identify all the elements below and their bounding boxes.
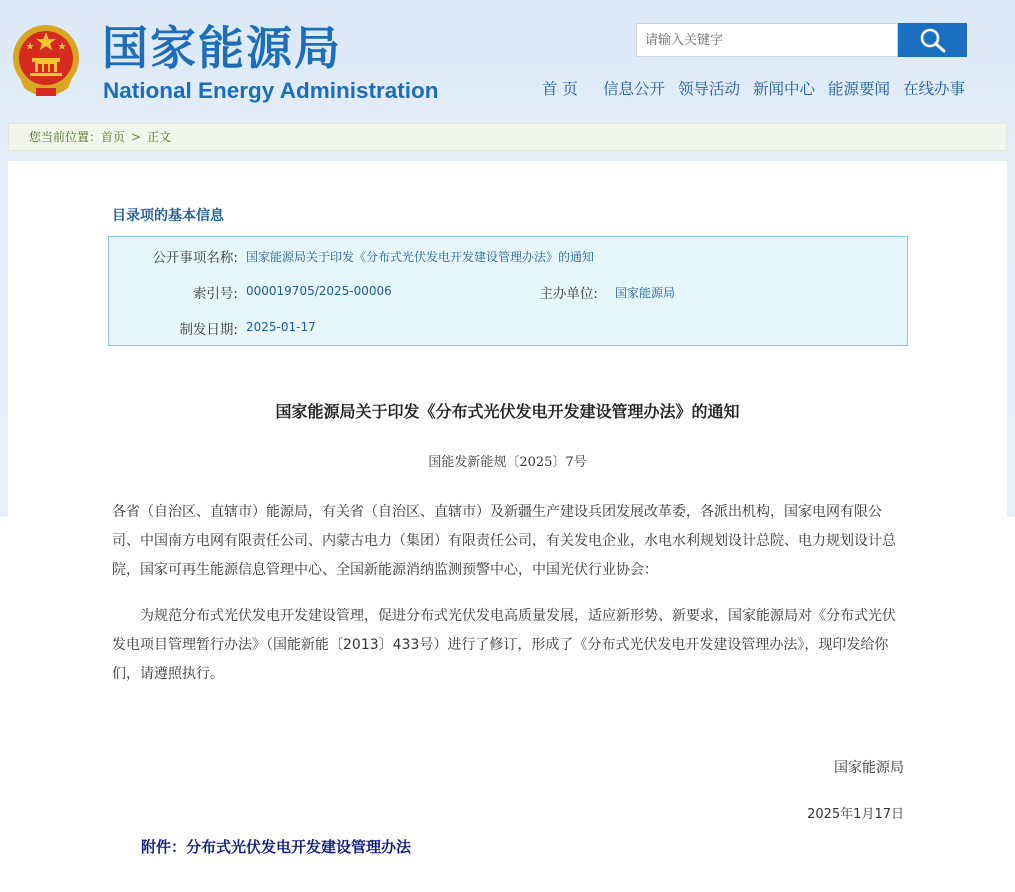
national-emblem-icon <box>10 22 82 100</box>
info-label-org: 主办单位: <box>539 286 598 302</box>
info-value-org: 国家能源局 <box>615 286 676 300</box>
site-title-en: National Energy Administration <box>103 78 439 103</box>
search-input[interactable] <box>636 23 898 57</box>
breadcrumb-separator: > <box>131 130 142 144</box>
search-button[interactable] <box>898 23 967 57</box>
search-icon <box>919 27 947 53</box>
document-title: 国家能源局关于印发《分布式光伏发电开发建设管理办法》的通知 <box>275 402 740 421</box>
breadcrumb <box>8 123 1007 151</box>
info-value-index: 000019705/2025-00006 <box>246 284 392 298</box>
nav-info-disclosure[interactable]: 信息公开 <box>603 80 666 98</box>
site-header <box>0 0 1015 120</box>
nav-news-center[interactable]: 新闻中心 <box>753 80 816 98</box>
breadcrumb-current: 正文 <box>147 130 172 144</box>
info-label-index: 索引号: <box>192 286 238 302</box>
info-value-name: 国家能源局关于印发《分布式光伏发电开发建设管理办法》的通知 <box>246 250 595 264</box>
nav-online-services[interactable]: 在线办事 <box>903 80 966 98</box>
catalog-heading: 目录项的基本信息 <box>112 208 224 224</box>
attachment-link[interactable]: 附件：分布式光伏发电开发建设管理办法 <box>141 838 412 856</box>
info-label-date: 制发日期: <box>179 322 238 338</box>
breadcrumb-home-link[interactable]: 首页 <box>101 130 126 144</box>
document-paragraph-addressees: 各省（自治区、直辖市）能源局，有关省（自治区、直辖市）及新疆生产建设兵团发展改革委，各派出机构，国家电网有限公司、中国南方电网有限责任公司、内蒙古电力（集团）有限责任公司，有关发电企业，水电水利规划设计总院、电力规划设计总院，国家可再生能源信息管理中心、全国新能源消纳监测预警中心，中国光伏行业协会： <box>112 504 896 578</box>
nav-energy-news[interactable]: 能源要闻 <box>828 80 891 98</box>
info-label-name: 公开事项名称: <box>152 250 238 266</box>
document-paragraph-body: 为规范分布式光伏发电开发建设管理，促进分布式光伏发电高质量发展，适应新形势、新要求，国家能源局对《分布式光伏发电项目管理暂行办法》（国能新能〔2013〕433号）进行了修订，形成了《分布式光伏发电开发建设管理办法》，现印发给你们，请遵照执行。 <box>112 608 896 682</box>
nav-home[interactable]: 首 页 <box>542 80 578 98</box>
nav-leadership-activities[interactable]: 领导活动 <box>678 80 741 98</box>
main-content <box>8 161 1007 892</box>
document-date: 2025年1月17日 <box>807 807 904 822</box>
site-title-cn[interactable]: 国家能源局 <box>102 21 342 75</box>
document-number: 国能发新能规〔2025〕7号 <box>428 455 587 470</box>
document-signer: 国家能源局 <box>834 760 904 776</box>
breadcrumb-prefix: 您当前位置： <box>29 130 102 144</box>
catalog-info-box <box>108 236 908 346</box>
info-value-date: 2025-01-17 <box>246 320 316 334</box>
